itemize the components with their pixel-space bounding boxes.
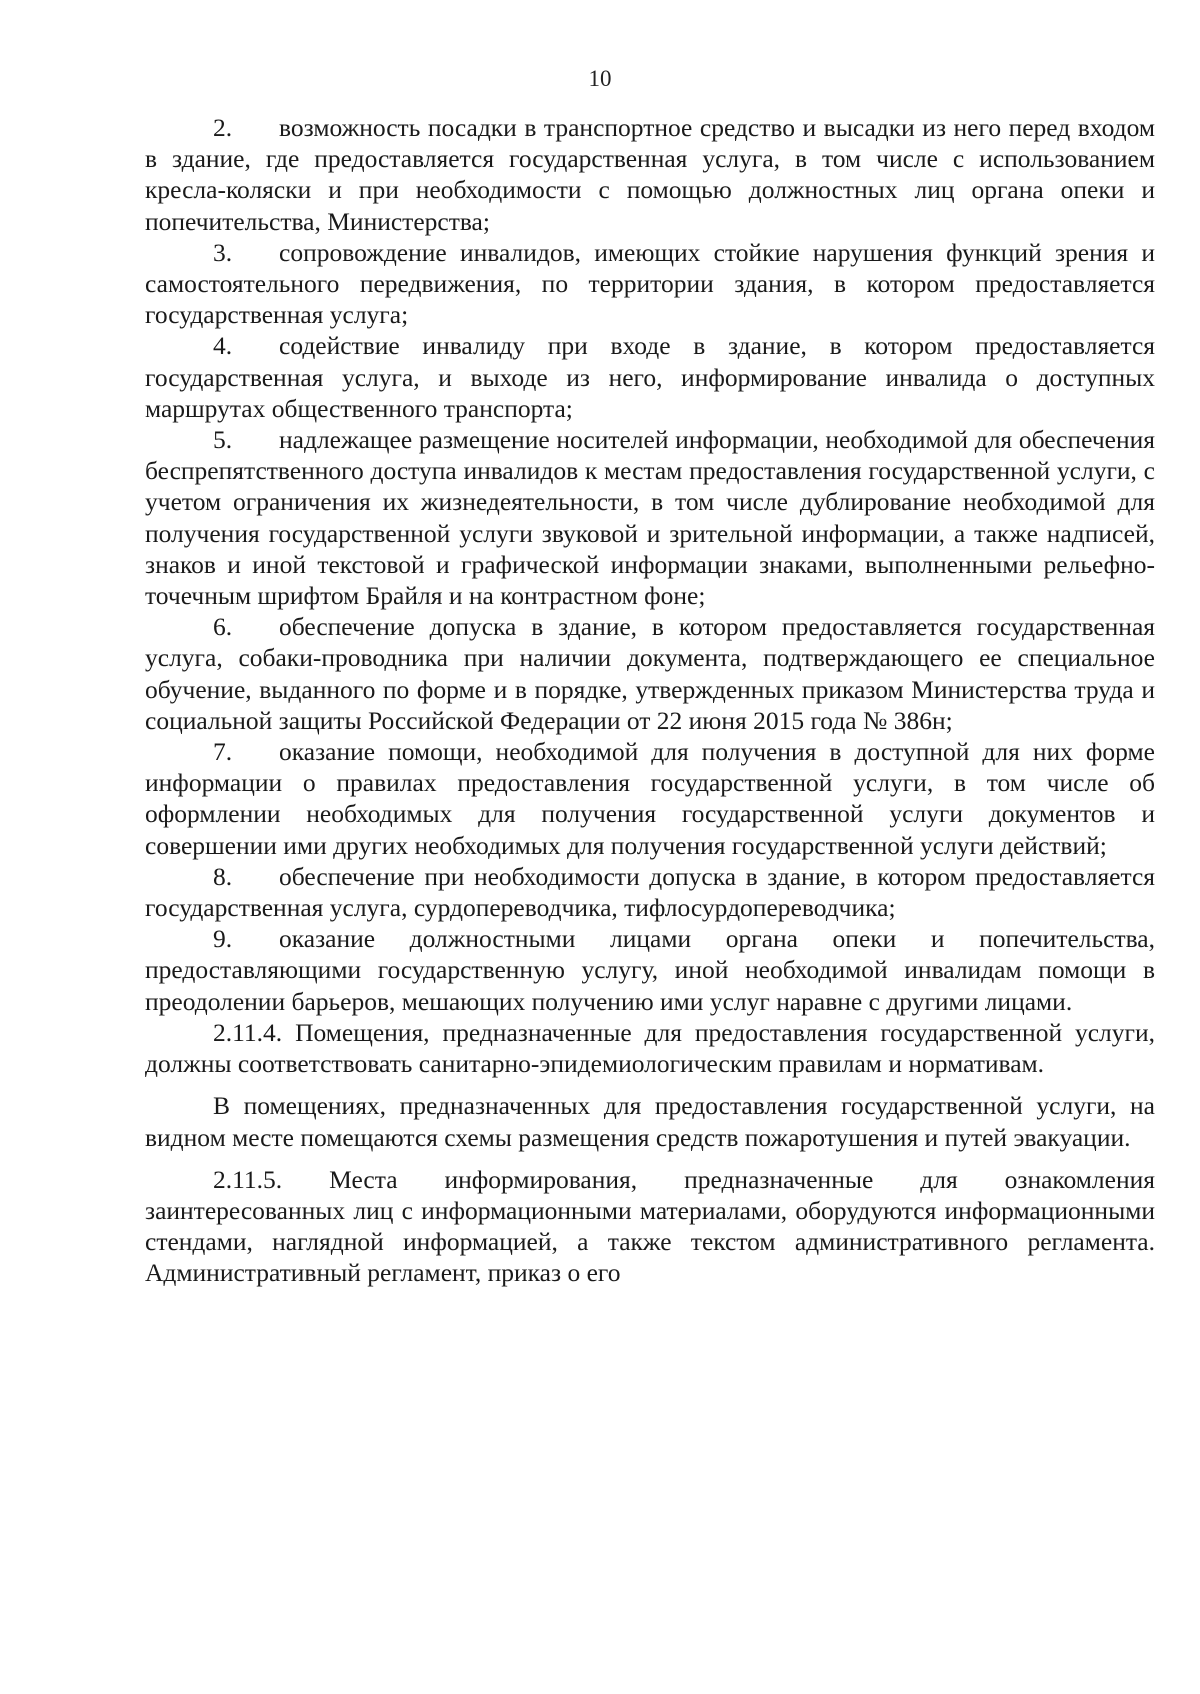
list-item xyxy=(145,424,1155,611)
list-item xyxy=(145,861,1155,923)
list-item-text: оказание помощи, необходимой для получения в доступной для них форме информации о правилах предоставления государственной услуги, в том числе об оформлении необходимых для получения государственной услуги документов и совершении ими других необходимых для получения государственной услуги действий; xyxy=(145,737,1155,860)
list-item-number: 3. xyxy=(213,237,233,267)
list-item-text: сопровождение инвалидов, имеющих стойкие нарушения функций зрения и самостоятельного передвижения, по территории здания, в котором предоставляется государственная услуга; xyxy=(145,237,1155,330)
list-item-number: 7. xyxy=(213,737,233,767)
list-item-number: 4. xyxy=(213,331,233,361)
list-item-text: обеспечение при необходимости допуска в здание, в котором предоставляется государственная услуга, сурдопереводчика, тифлосурдопереводчика; xyxy=(145,861,1155,923)
list-item xyxy=(145,330,1155,424)
list-item-number: 2. xyxy=(213,113,233,142)
paragraph-2-11-4: 2.11.4. Помещения, предназначенные для предоставления государственной услуги, должны соответствовать санитарно-эпидемиологическим правилам и нормативам. xyxy=(145,1017,1155,1079)
list-item xyxy=(145,736,1155,861)
paragraph-evacuation-schemes: В помещениях, предназначенных для предоставления государственной услуги, на видном месте помещаются схемы размещения средств пожаротушения и путей эвакуации. xyxy=(145,1091,1155,1152)
list-item xyxy=(145,237,1155,331)
paragraph-2-11-5: 2.11.5. Места информирования, предназначенные для ознакомления заинтересованных лиц с информационными материалами, оборудуются информационными стендами, наглядной информацией, а также текстом административного регламента. Административный регламент, приказ о его xyxy=(145,1164,1155,1288)
list-item xyxy=(145,923,1155,1017)
list-item-number: 8. xyxy=(213,861,233,891)
list-item-text: содействие инвалиду при входе в здание, в котором предоставляется государственная услуга, и выходе из него, информирование инвалида о доступных маршрутах общественного транспорта; xyxy=(145,331,1155,423)
list-item xyxy=(145,611,1155,736)
list-item-number: 5. xyxy=(213,425,233,455)
list-item-text: возможность посадки в транспортное средство и высадки из него перед входом в здание, где предоставляется государственная услуга, в том числе с использованием кресла-коляски и при необходимости с помощью должностных лиц органа опеки и попечительства, Министерства; xyxy=(145,113,1155,236)
page-number: 10 xyxy=(588,66,612,91)
list-item xyxy=(145,112,1155,237)
list-item-number: 6. xyxy=(213,612,233,642)
document-body xyxy=(145,112,1155,1289)
list-item-text: оказание должностными лицами органа опеки и попечительства, предоставляющими государственную услугу, иной необходимой инвалидам помощи в преодолении барьеров, мешающих получению ими услуг наравне с другими лицами. xyxy=(145,924,1155,1016)
list-item-number: 9. xyxy=(213,924,233,954)
list-item-text: обеспечение допуска в здание, в котором предоставляется государственная услуга, собаки-проводника при наличии документа, подтверждающего ее специальное обучение, выданного по форме и в порядке, утвержденных приказом Министерства труда и социальной защиты Российской Федерации от 22 июня 2015 года № 386н; xyxy=(145,612,1155,735)
list-item-text: надлежащее размещение носителей информации, необходимой для обеспечения беспрепятственного доступа инвалидов к местам предоставления государственной услуги, с учетом ограничения их жизнедеятельности, в том числе дублирование необходимой для получения государственной услуги звуковой и зрительной информации, а также надписей, знаков и иной текстовой и графической информации знаками, выполненными рельефно-точечным шрифтом Брайля и на контрастном фоне; xyxy=(145,425,1155,611)
